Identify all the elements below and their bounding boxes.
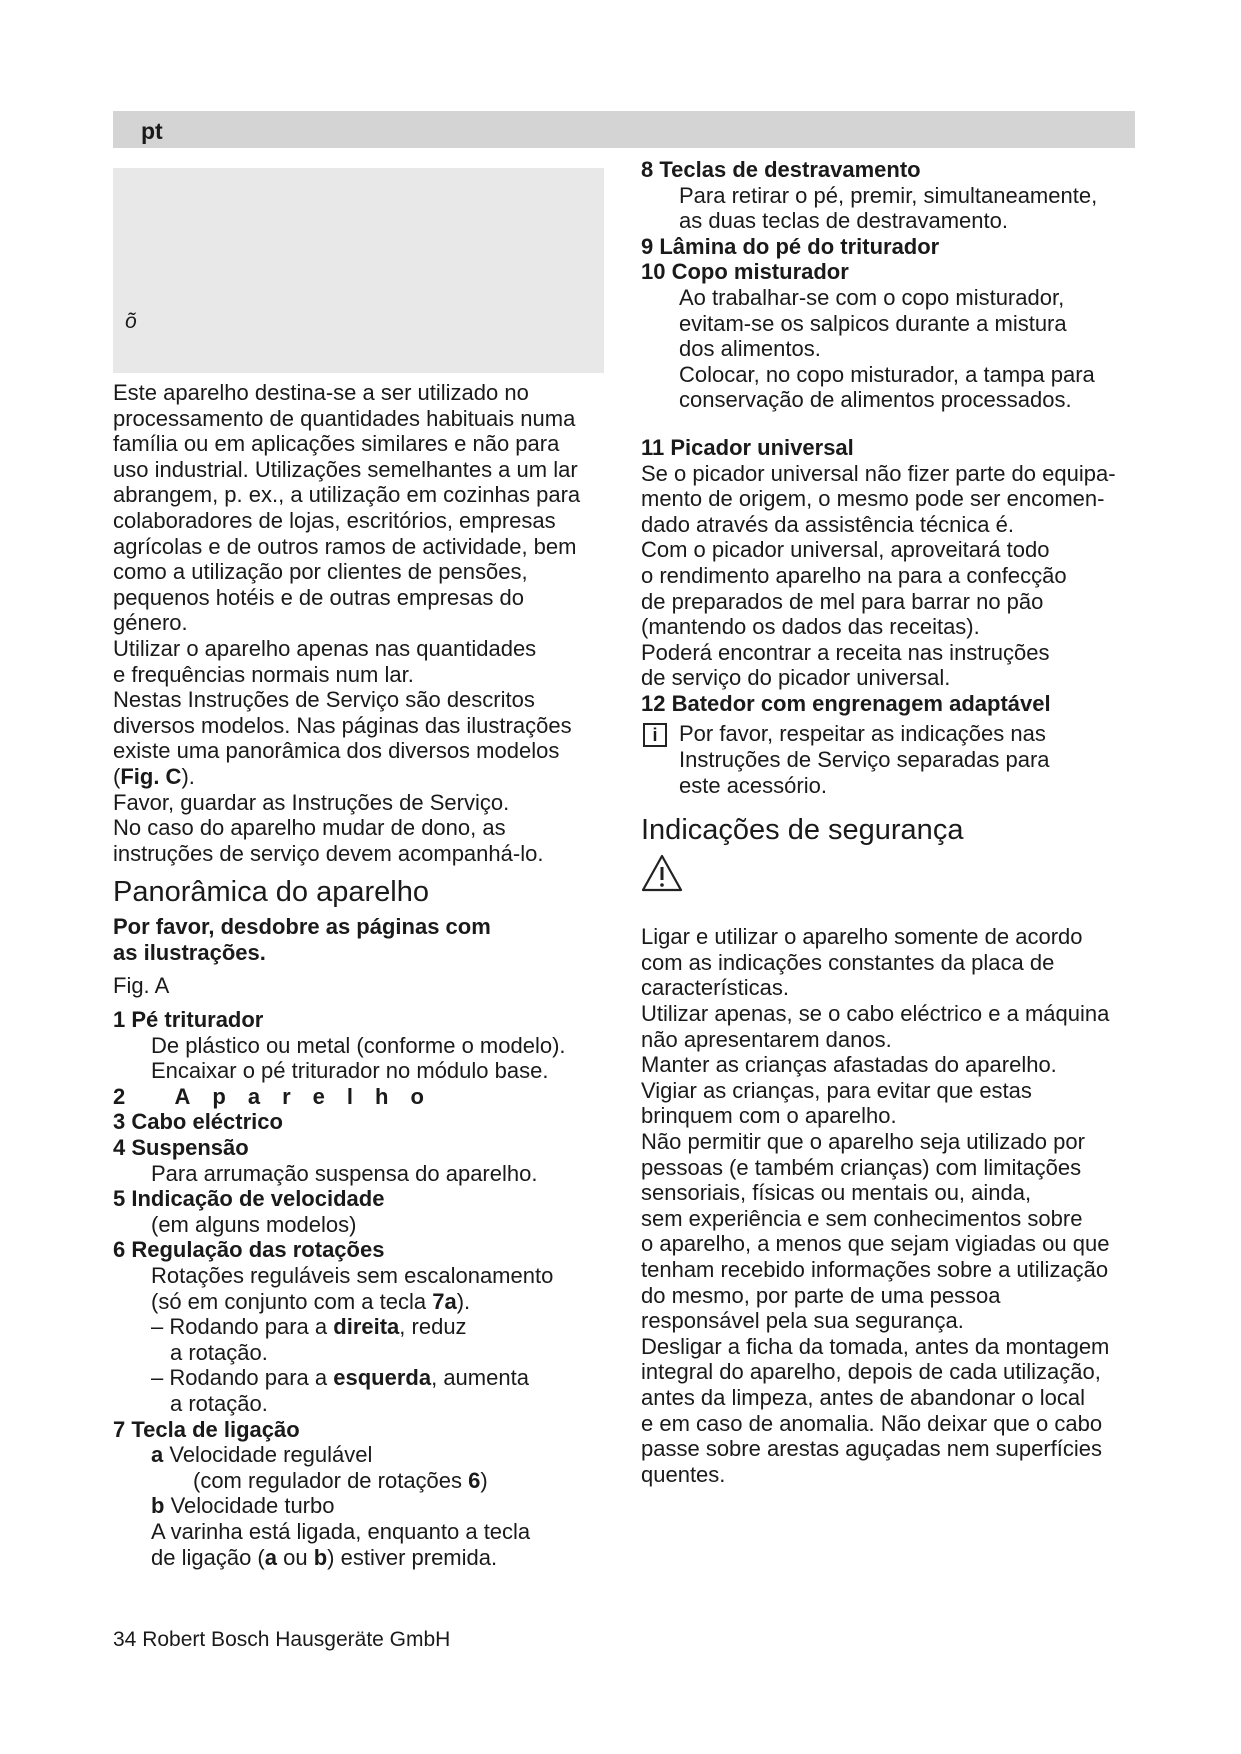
safety-line: Ligar e utilizar o aparelho somente de acordo <box>641 924 1083 950</box>
item-12-title: 12 Batedor com engrenagem adaptável <box>641 690 1051 716</box>
intro-line: e frequências normais num lar. <box>113 661 414 687</box>
item-11-desc: Se o picador universal não fizer parte do equipa- <box>641 460 1116 486</box>
item-10-title: 10 Copo misturador <box>641 259 849 285</box>
safety-line: passe sobre arestas aguçadas nem superfícies <box>641 1436 1103 1462</box>
page-footer: 34 Robert Bosch Hausgeräte GmbH <box>113 1628 451 1651</box>
item-7a-sub: (com regulador de rotações 6) <box>193 1467 488 1493</box>
intro-line: processamento de quantidades habituais numa <box>113 405 576 431</box>
item-8-desc: Para retirar o pé, premir, simultaneamente, <box>679 182 1098 208</box>
rotate-right-line: – Rodando para a direita, reduz <box>151 1314 467 1340</box>
item-5-desc: (em alguns modelos) <box>151 1211 357 1237</box>
left-column <box>113 380 613 1570</box>
safety-line: com as indicações constantes da placa de <box>641 949 1055 975</box>
intro-line: Utilizar o aparelho apenas nas quantidades <box>113 635 537 661</box>
intro-line: família ou em aplicações similares e não para <box>113 431 560 457</box>
item-8-title: 8 Teclas de destravamento <box>641 157 921 182</box>
item-2-title: 2 Aparelho <box>113 1083 446 1109</box>
unfold-note: Por favor, desdobre as páginas com <box>113 914 491 940</box>
safety-line: características. <box>641 975 789 1001</box>
intro-line: diversos modelos. Nas páginas das ilustrações <box>113 712 572 738</box>
item-6-desc: Rotações reguláveis sem escalonamento <box>151 1263 554 1288</box>
safety-line: pessoas (e também crianças) com limitações <box>641 1154 1082 1180</box>
item-11-desc: Com o picador universal, aproveitará todo <box>641 537 1050 563</box>
language-code: pt <box>141 118 163 144</box>
item-10-desc: Colocar, no copo misturador, a tampa para <box>679 361 1095 387</box>
intro-text <box>113 380 613 866</box>
item-11-desc: Poderá encontrar a receita nas instruções <box>641 639 1050 665</box>
item-11-desc: dado através da assistência técnica é. <box>641 511 1015 537</box>
safety-line: Desligar a ficha da tomada, antes da montagem <box>641 1333 1110 1359</box>
keep-line: No caso do aparelho mudar de dono, as <box>113 815 506 841</box>
safety-line: antes da limpeza, antes de abandonar o local <box>641 1384 1085 1410</box>
unfold-note: as ilustrações. <box>113 939 266 965</box>
safety-line: não apresentarem danos. <box>641 1026 892 1052</box>
intro-line: género. <box>113 610 188 636</box>
item-5-title: 5 Indicação de velocidade <box>113 1186 385 1212</box>
item-11-title: 11 Picador universal <box>641 434 854 460</box>
item-9-title: 9 Lâmina do pé do triturador <box>641 233 940 259</box>
info-icon: i <box>643 723 667 747</box>
intro-line: agrícolas e de outros ramos de actividade, bem <box>113 533 577 559</box>
grey-box <box>113 168 604 373</box>
safety-line: quentes. <box>641 1461 726 1487</box>
intro-line: abrangem, p. ex., a utilização em cozinhas para <box>113 482 581 508</box>
item-10-desc: dos alimentos. <box>679 336 821 362</box>
safety-line: sensoriais, físicas ou mentais ou, ainda, <box>641 1180 1032 1206</box>
safety-line: do mesmo, por parte de uma pessoa <box>641 1282 1001 1308</box>
item-11-desc: de serviço do picador universal. <box>641 665 951 691</box>
item-6-desc: (só em conjunto com a tecla 7a). <box>151 1288 471 1314</box>
intro-line: Nestas Instruções de Serviço são descritos <box>113 687 535 713</box>
info-note-line: este acessório. <box>679 772 827 798</box>
safety-line: Não permitir que o aparelho seja utilizado por <box>641 1129 1085 1154</box>
safety-line: o aparelho, a menos que sejam vigiadas ou que <box>641 1231 1110 1257</box>
item-4-title: 4 Suspensão <box>113 1135 249 1161</box>
item-7b: b Velocidade turbo <box>151 1493 335 1519</box>
info-note <box>641 721 1141 798</box>
language-bar <box>113 111 1135 148</box>
item-1-desc: De plástico ou metal (conforme o modelo). <box>151 1032 566 1058</box>
item-10-desc: evitam-se os salpicos durante a mistura <box>679 310 1067 336</box>
item-11-desc: o rendimento aparelho na para a confecção <box>641 562 1067 588</box>
item-11-desc: (mantendo os dados das receitas). <box>641 614 980 640</box>
right-column <box>641 157 1141 1487</box>
safety-heading: Indicações de segurança <box>641 814 964 847</box>
item-11-desc: de preparados de mel para barrar no pão <box>641 588 1044 614</box>
fig-c-reference: (Fig. C). <box>113 763 195 789</box>
item-1-desc: Encaixar o pé triturador no módulo base. <box>151 1058 549 1084</box>
item-11-desc: mento de origem, o mesmo pode ser encomen- <box>641 486 1105 512</box>
safety-line: responsável pela sua segurança. <box>641 1308 964 1334</box>
item-10-desc: Ao trabalhar-se com o copo misturador, <box>679 284 1065 310</box>
intro-line: colaboradores de lojas, escritórios, empresas <box>113 507 556 533</box>
safety-line: tenham recebido informações sobre a utilização <box>641 1256 1109 1282</box>
safety-line: Manter as crianças afastadas do aparelho. <box>641 1052 1057 1078</box>
item-4-desc: Para arrumação suspensa do aparelho. <box>151 1160 538 1186</box>
intro-line: como a utilização por clientes de pensões, <box>113 559 528 585</box>
safety-line: brinquem com o aparelho. <box>641 1103 897 1129</box>
info-note-line: Instruções de Serviço separadas para <box>679 747 1050 773</box>
item-7-desc: A varinha está ligada, enquanto a tecla <box>151 1518 531 1544</box>
item-6-title: 6 Regulação das rotações <box>113 1237 385 1263</box>
rotate-right-line: a rotação. <box>170 1339 268 1365</box>
item-1-title: 1 Pé triturador <box>113 1007 264 1033</box>
intro-line: existe uma panorâmica dos diversos modelos <box>113 738 560 764</box>
item-7a: a Velocidade regulável <box>151 1442 373 1468</box>
item-8-desc: as duas teclas de destravamento. <box>679 208 1008 234</box>
intro-line: Este aparelho destina-se a ser utilizado no <box>113 380 529 405</box>
overview-heading: Panorâmica do aparelho <box>113 876 429 909</box>
keep-line: Favor, guardar as Instruções de Serviço. <box>113 789 510 815</box>
fig-a-label: Fig. A <box>113 973 170 999</box>
intro-line: pequenos hotéis e de outras empresas do <box>113 584 524 610</box>
safety-line: integral do aparelho, depois de cada utilização, <box>641 1359 1101 1385</box>
safety-line: Vigiar as crianças, para evitar que estas <box>641 1077 1032 1103</box>
item-3-title: 3 Cabo eléctrico <box>113 1109 283 1135</box>
intro-line: uso industrial. Utilizações semelhantes a um lar <box>113 456 578 482</box>
info-note-line: Por favor, respeitar as indicações nas <box>679 721 1046 747</box>
safety-line: e em caso de anomalia. Não deixar que o cabo <box>641 1410 1103 1436</box>
warning-icon <box>641 854 1141 894</box>
keep-line: instruções de serviço devem acompanhá-lo. <box>113 840 544 866</box>
item-7-desc: de ligação (a ou b) estiver premida. <box>151 1544 498 1570</box>
rotate-left-line: – Rodando para a esquerda, aumenta <box>151 1365 529 1391</box>
safety-line: sem experiência e sem conhecimentos sobre <box>641 1205 1083 1231</box>
item-10-desc: conservação de alimentos processados. <box>679 387 1072 413</box>
rotate-left-line: a rotação. <box>170 1390 268 1416</box>
safety-line: Utilizar apenas, se o cabo eléctrico e a máquina <box>641 1001 1110 1027</box>
item-7-title: 7 Tecla de ligação <box>113 1416 300 1442</box>
grey-box-char: õ <box>125 310 137 333</box>
